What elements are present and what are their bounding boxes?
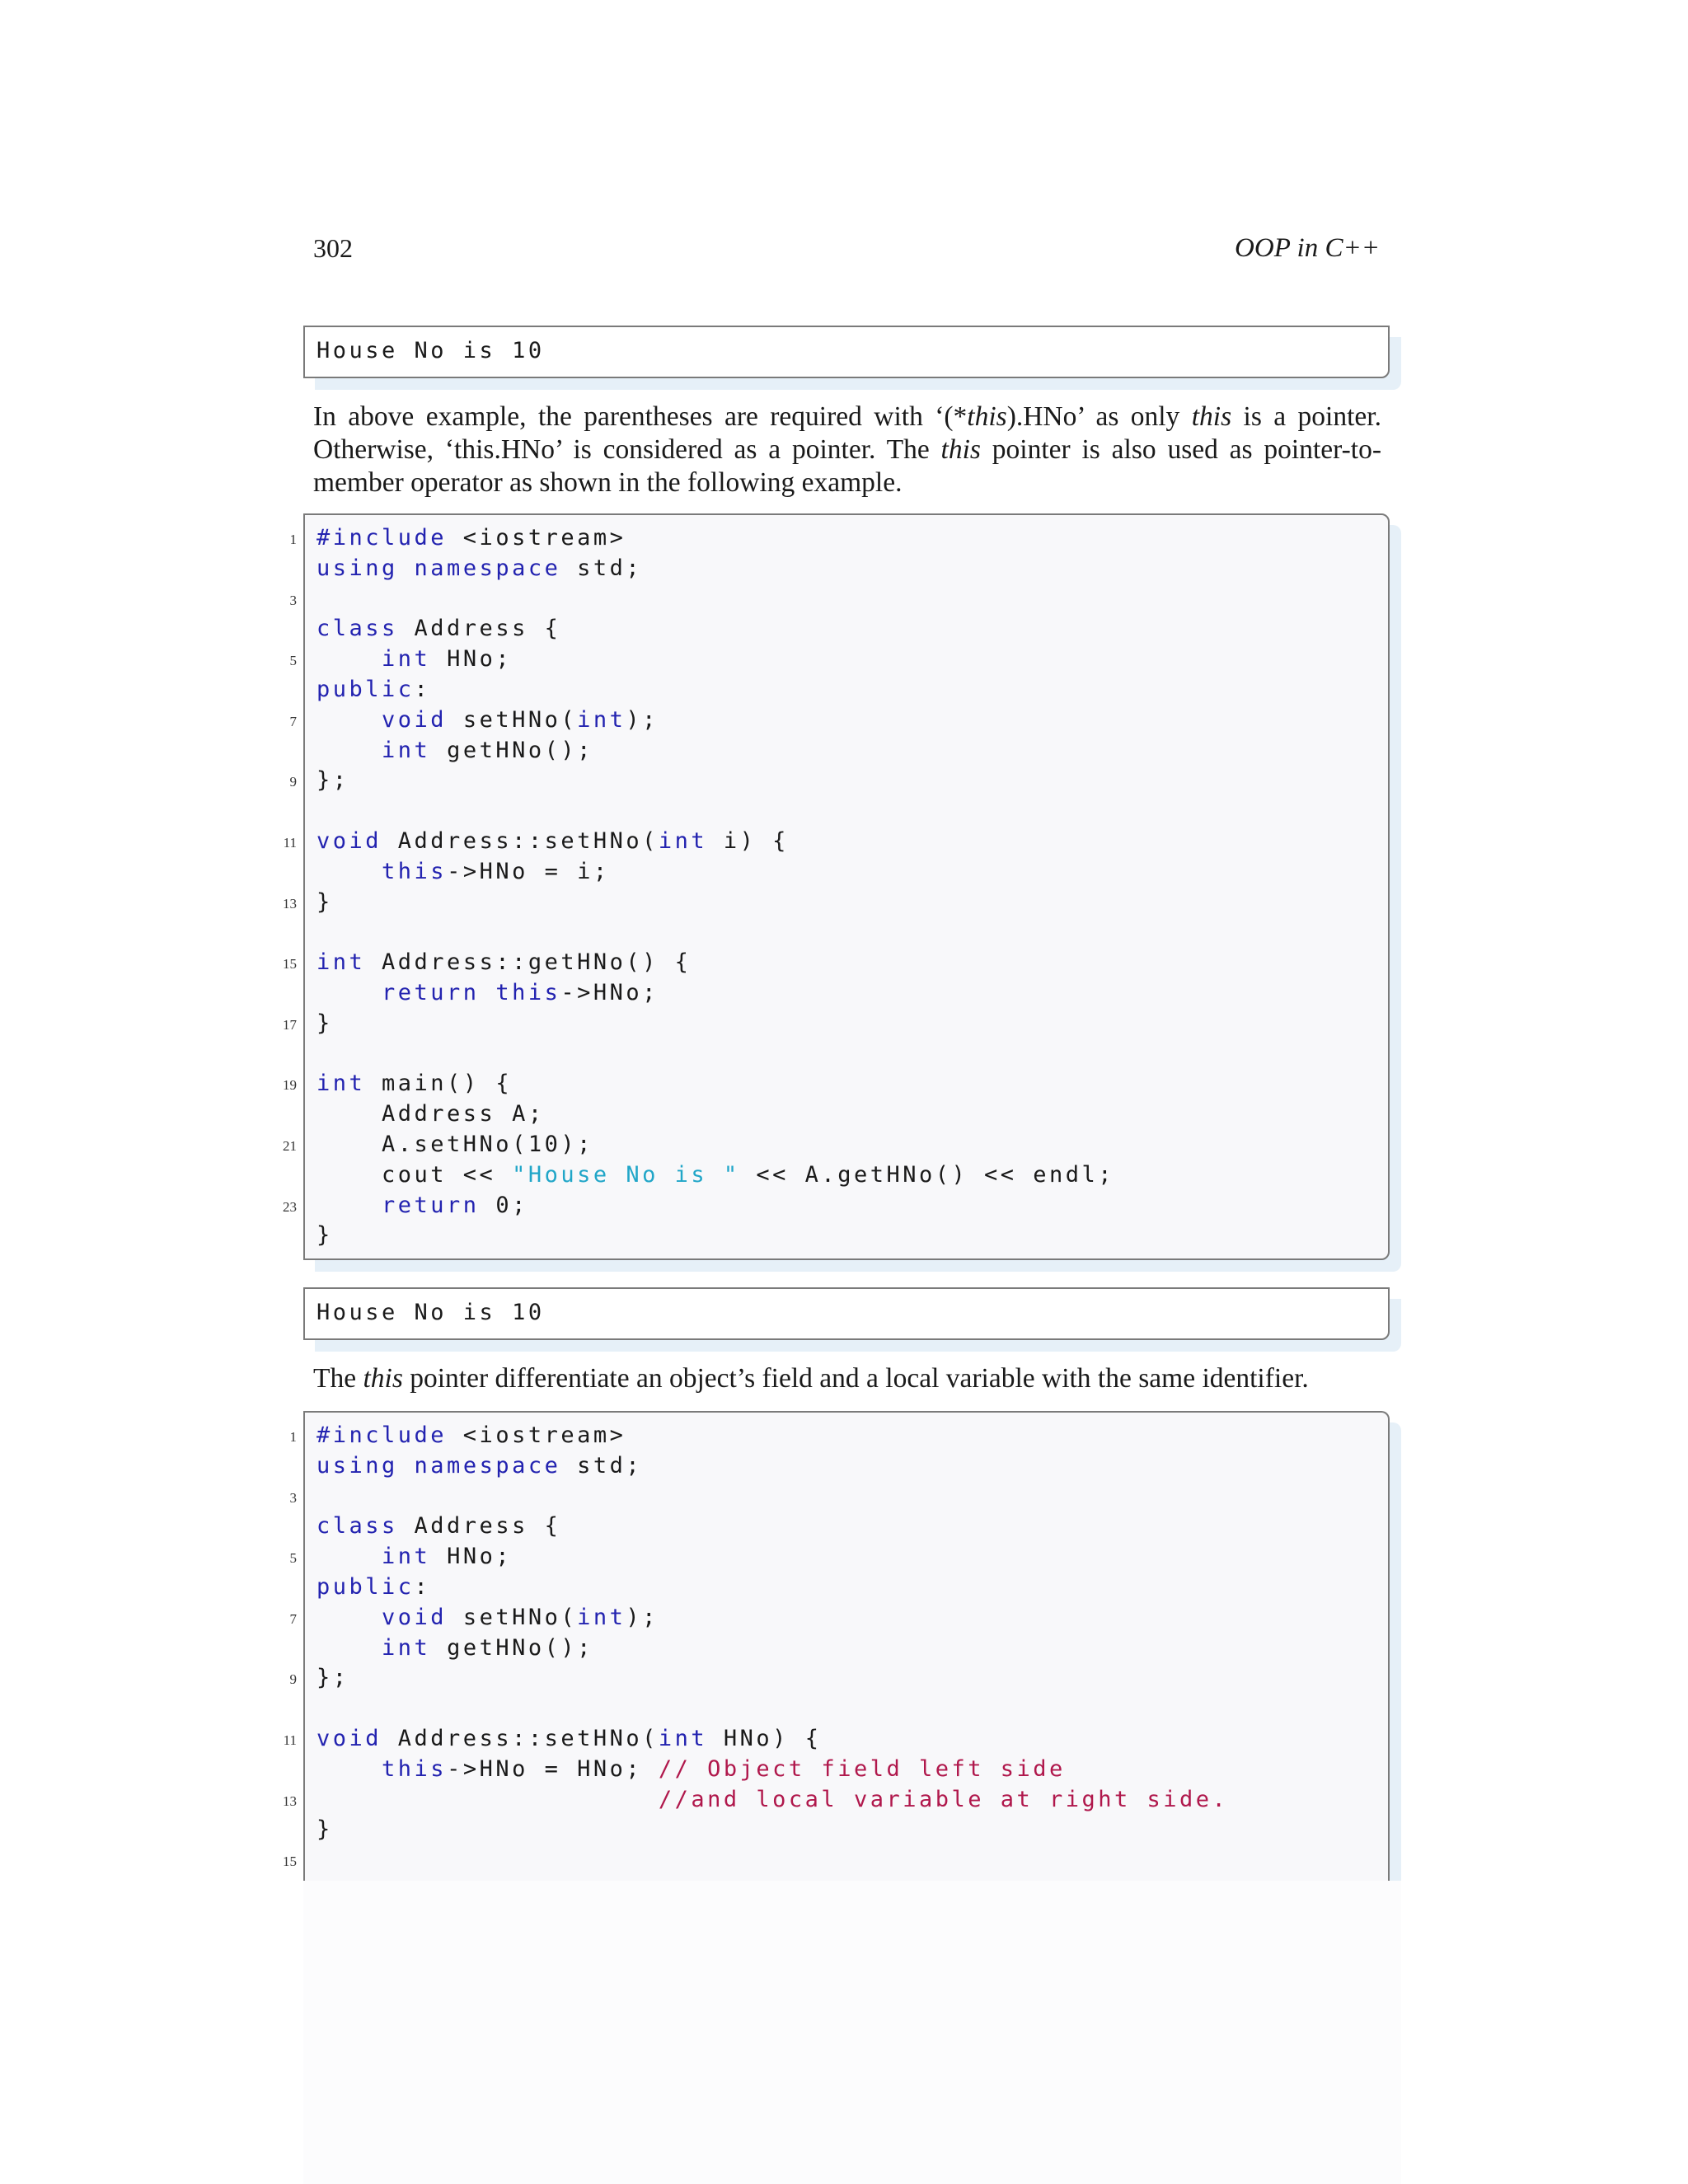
code-text: std;: [560, 1452, 643, 1479]
code-line: [316, 978, 1388, 1009]
code-line: [316, 675, 1388, 705]
code-keyword: #include: [316, 525, 448, 551]
line-number: 7: [289, 1610, 297, 1627]
code-text: [398, 1453, 415, 1479]
line-number: 21: [283, 1137, 297, 1154]
code-text: :: [414, 676, 431, 702]
code-text: Address::setHNo(: [382, 827, 659, 854]
code-keyword: #include: [316, 1422, 448, 1448]
code-text: <iostream>: [447, 1422, 626, 1448]
code-text: << A.getHNo() << endl;: [739, 1161, 1115, 1188]
code-keyword: public: [316, 1573, 415, 1600]
code-text: Address::getHNo() {: [365, 949, 692, 976]
code-text: }: [316, 1010, 333, 1036]
line-number: 15: [283, 1854, 297, 1870]
code-text: 0;: [479, 1192, 528, 1218]
code-line: [316, 1755, 1388, 1785]
code-text: HNo;: [430, 1544, 513, 1570]
output-box-1: [303, 326, 1390, 378]
code-comment: // Object field left side: [658, 1755, 1066, 1782]
code-line: [283, 1130, 1388, 1160]
code-text: );: [626, 706, 659, 733]
code-keyword: void: [316, 1725, 382, 1751]
code-line: [289, 584, 1388, 615]
code-line: [316, 1815, 1388, 1845]
code-keyword: int: [316, 949, 366, 976]
line-number: 1: [289, 532, 297, 547]
code-keyword: int: [382, 1544, 431, 1570]
code-text: Address A;: [316, 1101, 545, 1127]
code-listing-1: [283, 513, 1390, 1260]
code-text: Address {: [397, 1513, 561, 1540]
code-line: [289, 1482, 1388, 1512]
code-line: [283, 1785, 1388, 1816]
code-text: [316, 1605, 382, 1630]
code-string: "House No is ": [512, 1161, 740, 1188]
line-number: 13: [283, 1793, 297, 1809]
page-number: 302: [313, 233, 353, 263]
line-number: 19: [283, 1077, 297, 1094]
code-line: [316, 1039, 1388, 1070]
code-line: [316, 1511, 1388, 1542]
line-number: 5: [289, 653, 297, 669]
code-keyword: public: [316, 676, 415, 702]
code-line: [289, 523, 1388, 554]
code-keyword: void: [382, 1604, 448, 1630]
code-line: [289, 1603, 1388, 1633]
code-keyword: namespace: [414, 555, 561, 581]
code-text: setHNo(: [447, 1604, 578, 1630]
code-keyword: int: [658, 1725, 708, 1751]
running-title: OOP in C++: [1235, 233, 1380, 263]
code-line: [316, 796, 1388, 827]
line-number: 15: [283, 956, 297, 972]
code-line: [289, 644, 1388, 675]
code-text: getHNo();: [430, 1634, 593, 1661]
paragraph-1: In above example, the parentheses are required with ‘(*this).HNo’ as only this is a pointer. Otherwise, ‘this.HNo’ is considered as a pointer. The this pointer is also used as pointer-to-member operator as shown in the following example.: [313, 401, 1381, 498]
code-keyword: return: [382, 979, 480, 1005]
code-listing-2: [283, 1411, 1390, 1881]
code-text: setHNo(: [447, 706, 578, 733]
code-line: [316, 1633, 1388, 1664]
code-text: [316, 707, 382, 733]
output-line: House No is 10: [316, 1300, 545, 1325]
code-text: ->HNo;: [560, 979, 659, 1005]
code-keyword: this: [382, 858, 448, 884]
code-keyword: void: [382, 706, 448, 733]
code-line: [283, 827, 1388, 857]
code-text: cout <<: [316, 1161, 513, 1188]
code-keyword: int: [577, 706, 626, 733]
code-line: [316, 1451, 1388, 1482]
code-keyword: class: [316, 616, 398, 642]
code-text: [316, 1787, 659, 1812]
code-text: HNo) {: [707, 1725, 822, 1751]
code-line: [283, 948, 1388, 978]
line-number: 9: [289, 774, 297, 790]
code-text: getHNo();: [430, 737, 593, 763]
code-text: i) {: [707, 827, 789, 854]
code-text: [398, 555, 415, 581]
code-text: [316, 646, 382, 672]
line-number: 13: [283, 895, 297, 912]
code-lines: [283, 515, 1388, 1251]
code-text: [316, 980, 382, 1005]
line-number: 1: [289, 1429, 297, 1445]
code-line: [316, 1160, 1388, 1191]
line-number: 3: [289, 1489, 297, 1506]
code-text: [316, 1193, 382, 1218]
code-text: [316, 738, 382, 763]
code-text: std;: [560, 555, 643, 581]
code-line: [316, 857, 1388, 888]
code-text: <iostream>: [447, 525, 626, 551]
line-number: 11: [283, 1732, 297, 1748]
code-text: Address {: [397, 616, 561, 642]
code-keyword: int: [382, 737, 431, 763]
code-text: ->HNo = i;: [447, 858, 610, 884]
code-line: [283, 1069, 1388, 1099]
code-keyword: this: [382, 1755, 448, 1782]
code-text: }: [316, 1222, 333, 1249]
output-box-2: [303, 1287, 1390, 1340]
code-keyword: this: [495, 979, 561, 1005]
code-text: :: [414, 1573, 431, 1600]
code-text: [316, 1544, 382, 1569]
code-line: [316, 1099, 1388, 1130]
code-line: [316, 1694, 1388, 1724]
code-text: };: [316, 767, 349, 794]
code-text: }: [316, 1816, 333, 1843]
code-line: [289, 705, 1388, 736]
code-line: [289, 1421, 1388, 1451]
line-number: 7: [289, 713, 297, 729]
code-line: [289, 766, 1388, 796]
code-comment: //and local variable at right side.: [658, 1786, 1229, 1812]
code-keyword: using: [316, 1452, 398, 1479]
line-number: 17: [283, 1016, 297, 1033]
code-line: [283, 1845, 1388, 1876]
code-text: }: [316, 888, 333, 915]
output-line: House No is 10: [316, 338, 545, 363]
code-line: [316, 736, 1388, 766]
code-keyword: int: [658, 827, 708, 854]
code-line: [316, 614, 1388, 644]
code-keyword: int: [382, 646, 431, 673]
code-text: );: [626, 1604, 659, 1630]
code-keyword: int: [382, 1634, 431, 1661]
line-number: 11: [283, 834, 297, 851]
line-number: 23: [283, 1198, 297, 1215]
code-line: [283, 1009, 1388, 1039]
code-text: main() {: [365, 1071, 513, 1097]
code-line: [289, 1542, 1388, 1572]
code-line: [316, 554, 1388, 584]
code-text: [316, 859, 382, 884]
code-text: [316, 1756, 382, 1782]
code-text: HNo;: [430, 646, 513, 673]
code-text: [480, 980, 496, 1005]
line-number: 5: [289, 1550, 297, 1567]
code-keyword: void: [316, 827, 382, 854]
code-keyword: class: [316, 1513, 398, 1540]
code-keyword: return: [382, 1192, 480, 1218]
code-line: [289, 1663, 1388, 1694]
code-line: [316, 1572, 1388, 1603]
code-line: [283, 1724, 1388, 1755]
code-keyword: using: [316, 555, 398, 581]
paragraph-2: The this pointer differentiate an object’s field and a local variable with the same identifier.: [313, 1363, 1309, 1394]
code-text: A.setHNo(10);: [316, 1131, 593, 1157]
line-number: 9: [289, 1671, 297, 1688]
code-text: ->HNo = HNo;: [447, 1755, 659, 1782]
code-keyword: int: [316, 1071, 366, 1097]
code-text: };: [316, 1665, 349, 1691]
code-lines: [283, 1413, 1388, 1876]
code-line: [283, 888, 1388, 918]
code-text: [316, 1635, 382, 1661]
code-text: Address::setHNo(: [382, 1725, 659, 1751]
code-keyword: namespace: [414, 1452, 561, 1479]
code-keyword: int: [577, 1604, 626, 1630]
line-number: 3: [289, 592, 297, 608]
code-line: [316, 917, 1388, 948]
code-line: [316, 1221, 1388, 1251]
page-bottom-blank: [303, 1881, 1401, 2184]
code-line: [283, 1191, 1388, 1221]
